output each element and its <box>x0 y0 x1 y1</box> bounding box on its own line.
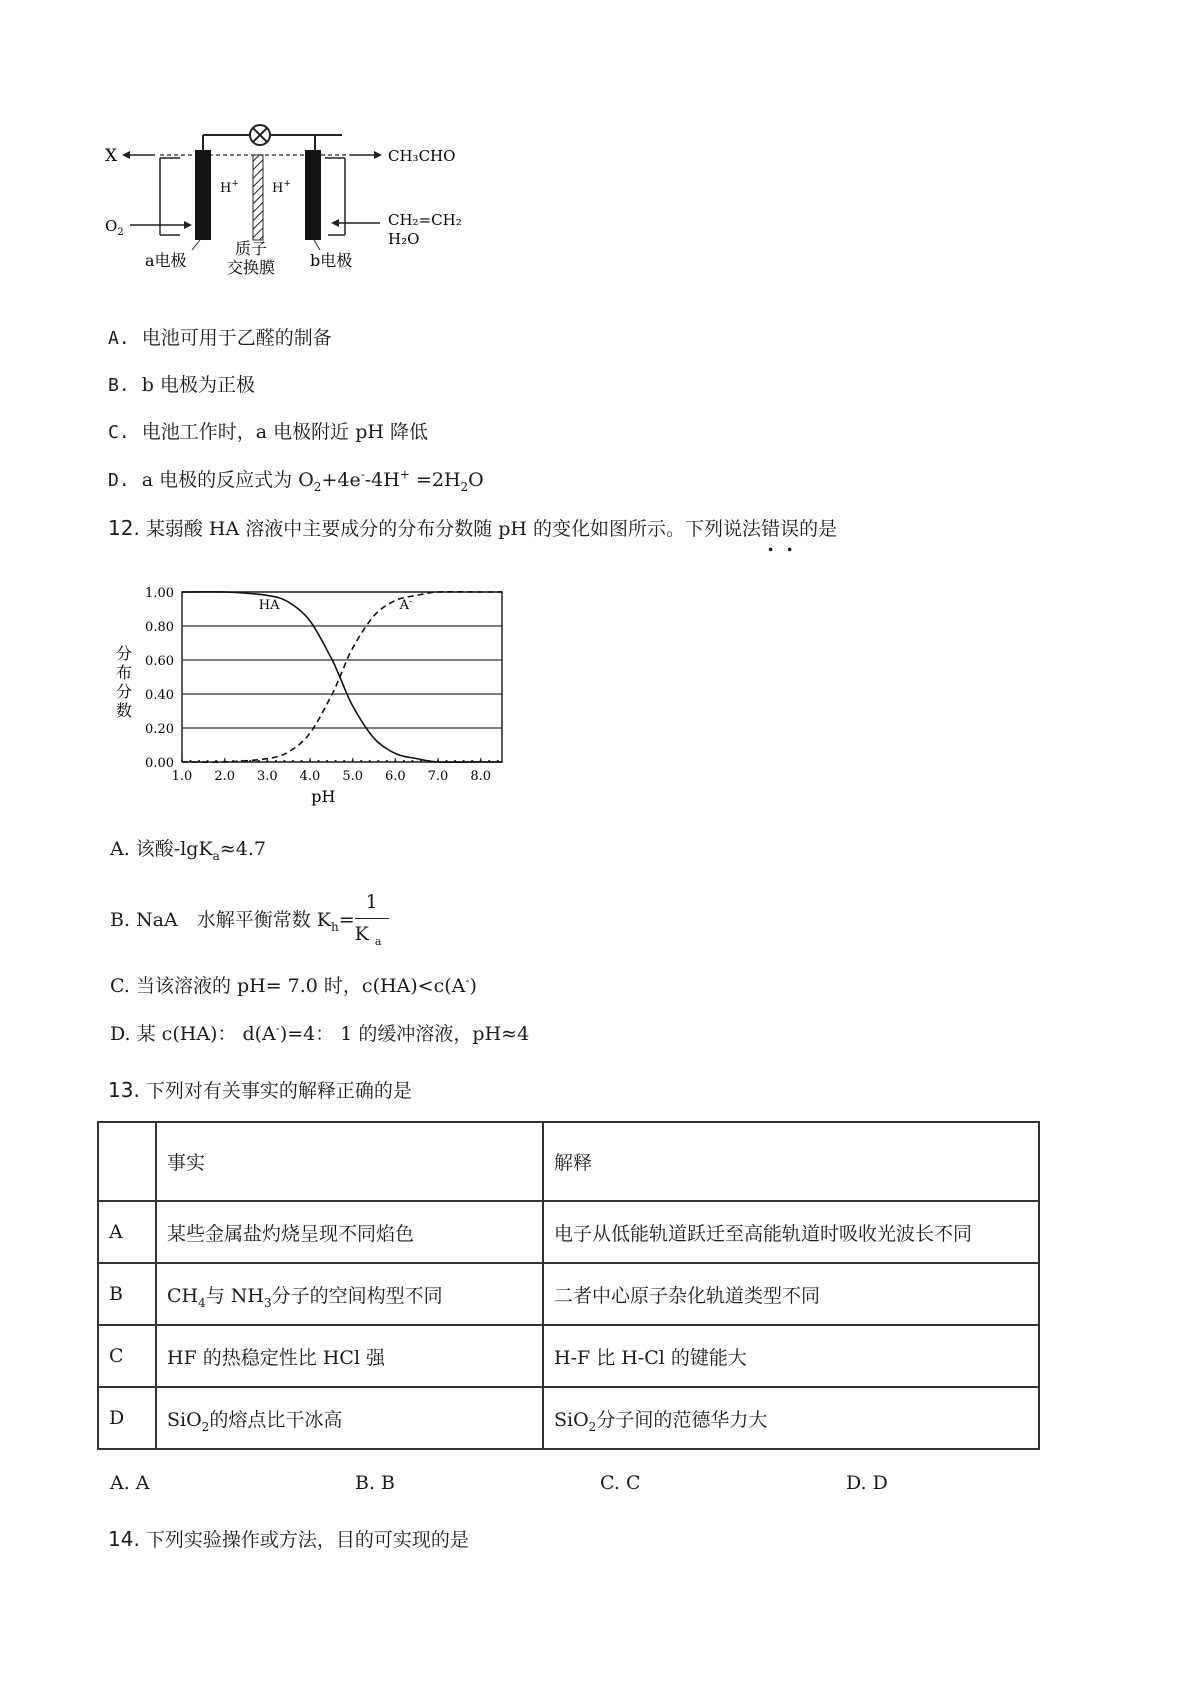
chart-minor-tick <box>386 760 388 762</box>
chart-series-line-a-minus <box>182 592 502 763</box>
table-header-row <box>98 1122 1039 1201</box>
chart-minor-tick <box>394 760 396 762</box>
q14-stem: 14. 下列实验操作或方法，目的可实现的是 <box>108 1527 469 1551</box>
table-cell-fact: SiO$_2$的熔点比干冰高 <box>156 1387 543 1449</box>
chart-minor-tick <box>300 760 302 762</box>
chart-minor-tick <box>249 760 251 762</box>
chart-series-line-ha <box>182 592 502 763</box>
chart-series-label-ha: HA <box>258 598 280 613</box>
chart-ylabel-char: 分 <box>116 682 133 701</box>
q13-answer-b: B. B <box>355 1472 396 1494</box>
label-membrane-1: 质子 <box>235 239 268 258</box>
q13-answer-d: D. D <box>846 1472 888 1494</box>
chart-minor-tick <box>275 760 277 762</box>
q12-option-a: A. 该酸-lgK$_a$≈4.7 <box>110 838 266 863</box>
chart-minor-tick <box>283 760 285 762</box>
chart-minor-tick <box>258 760 260 762</box>
chart-minor-tick <box>403 760 405 762</box>
arrow-o2-in <box>130 221 192 229</box>
chart-minor-tick <box>198 760 200 762</box>
q13-answer-c: C. C <box>600 1472 641 1494</box>
q13-answer-a: A. A <box>110 1472 150 1494</box>
chart-y-tick-label: 0.20 <box>145 722 174 737</box>
chart-x-tick-label: 8.0 <box>470 769 492 784</box>
arrow-x-out <box>122 151 155 159</box>
fraction-1-over-ka: $\frac{1}{K _a}$ <box>355 893 389 947</box>
table-row <box>98 1325 1039 1387</box>
chart-minor-tick <box>335 760 337 762</box>
distribution-chart <box>110 582 510 822</box>
table-cell-key: B <box>98 1263 156 1325</box>
label-hplus-right: H+ <box>272 179 291 196</box>
chart-minor-tick <box>292 760 294 762</box>
chart-minor-tick <box>189 760 191 762</box>
label-hplus-left: H+ <box>220 179 239 196</box>
table-cell-explain: H-F 比 H-Cl 的键能大 <box>543 1325 1039 1387</box>
chart-minor-tick <box>377 760 379 762</box>
chart-minor-tick <box>326 760 328 762</box>
bulb-icon <box>250 125 270 145</box>
chart-series-label-a-minus: A- <box>399 597 413 613</box>
chart-x-tick-label: 3.0 <box>256 769 278 784</box>
q11-option-b: B. b 电极为正极 <box>108 374 256 396</box>
table-cell-explain: 电子从低能轨道跃迁至高能轨道时吸收光波长不同 <box>543 1201 1039 1263</box>
chart-x-tick-label: 2.0 <box>214 769 236 784</box>
chart-minor-tick <box>411 760 413 762</box>
table-row <box>98 1263 1039 1325</box>
chart-y-tick-label: 1.00 <box>145 586 174 601</box>
electrode-a <box>195 150 211 240</box>
arrow-reactant-in <box>331 219 380 227</box>
q11-option-c: C. 电池工作时，a 电极附近 pH 降低 <box>108 421 429 443</box>
table-cell-fact: 某些金属盐灼烧呈现不同焰色 <box>156 1201 543 1263</box>
q12-option-b: B. NaA 水解平衡常数 $K_h=$ $\frac{1}{K _a}$ <box>110 893 389 947</box>
chart-minor-tick <box>360 760 362 762</box>
table-cell-fact: HF 的热稳定性比 HCl 强 <box>156 1325 543 1387</box>
chart-x-tick-label: 5.0 <box>342 769 364 784</box>
q12-option-d: D. 某 c(HA)： d(A-)=4： 1 的缓冲溶液，pH≈4 <box>110 1021 530 1045</box>
chart-minor-tick <box>343 760 345 762</box>
label-membrane-2: 交换膜 <box>227 258 276 277</box>
label-electrode-a: a电极 <box>145 251 187 270</box>
label-electrode-b: b电极 <box>310 251 353 270</box>
chart-ylabel-char: 分 <box>116 644 133 663</box>
chart-y-tick-label: 0.40 <box>145 688 174 703</box>
q11-option-a: A. 电池可用于乙醛的制备 <box>108 327 332 349</box>
table-header-blank <box>98 1122 156 1201</box>
table-header-fact: 事实 <box>156 1122 543 1201</box>
table-row <box>98 1201 1039 1263</box>
table-row <box>98 1387 1039 1449</box>
chart-x-tick-label: 1.0 <box>171 769 193 784</box>
chart-plot-frame <box>182 592 502 762</box>
chart-ylabel-char: 数 <box>116 701 133 720</box>
q12-stem: 12. 某弱酸 HA 溶液中主要成分的分布分数随 pH 的变化如图所示。下列说法错误的是 <box>108 516 838 540</box>
chart-minor-tick <box>317 760 319 762</box>
chart-x-tick-label: 4.0 <box>299 769 321 784</box>
label-reactant2: H₂O <box>388 230 420 248</box>
chart-minor-tick <box>309 760 311 762</box>
label-o2: $O_2$ <box>105 217 124 238</box>
chart-y-tick-label: 0.00 <box>145 756 174 771</box>
q13-stem: 13. 下列对有关事实的解释正确的是 <box>108 1078 412 1102</box>
proton-membrane <box>253 155 263 240</box>
chart-minor-tick <box>369 760 371 762</box>
chart-y-tick-label: 0.80 <box>145 620 174 635</box>
label-x: X <box>105 146 118 166</box>
electrode-b <box>305 150 321 240</box>
arrow-product-out <box>350 151 382 159</box>
q13-table <box>97 1121 1040 1450</box>
chart-ylabel-char: 布 <box>116 663 133 682</box>
table-header-explain: 解释 <box>543 1122 1039 1201</box>
table-cell-explain: 二者中心原子杂化轨道类型不同 <box>543 1263 1039 1325</box>
table-cell-key: A <box>98 1201 156 1263</box>
table-cell-explain: SiO$_2$分子间的范德华力大 <box>543 1387 1039 1449</box>
chart-y-tick-label: 0.60 <box>145 654 174 669</box>
q11-option-d: D. a 电极的反应式为 $O_2+4e^--4H^+ =2H_2O$ <box>108 467 484 494</box>
chart-x-tick-label: 6.0 <box>384 769 406 784</box>
chart-x-tick-label: 7.0 <box>427 769 449 784</box>
chart-minor-tick <box>266 760 268 762</box>
table-cell-key: D <box>98 1387 156 1449</box>
fuel-cell-diagram <box>100 110 480 300</box>
q12-option-c: C. 当该溶液的 pH= 7.0 时，c(HA)<c(A-) <box>110 973 477 997</box>
label-product: CH₃CHO <box>388 147 456 165</box>
chart-xlabel: pH <box>311 787 336 806</box>
label-reactant1: CH₂=CH₂ <box>388 211 462 229</box>
table-cell-fact: $CH_4$与 $NH_3$分子的空间构型不同 <box>156 1263 543 1325</box>
table-cell-key: C <box>98 1325 156 1387</box>
chart-minor-tick <box>352 760 354 762</box>
